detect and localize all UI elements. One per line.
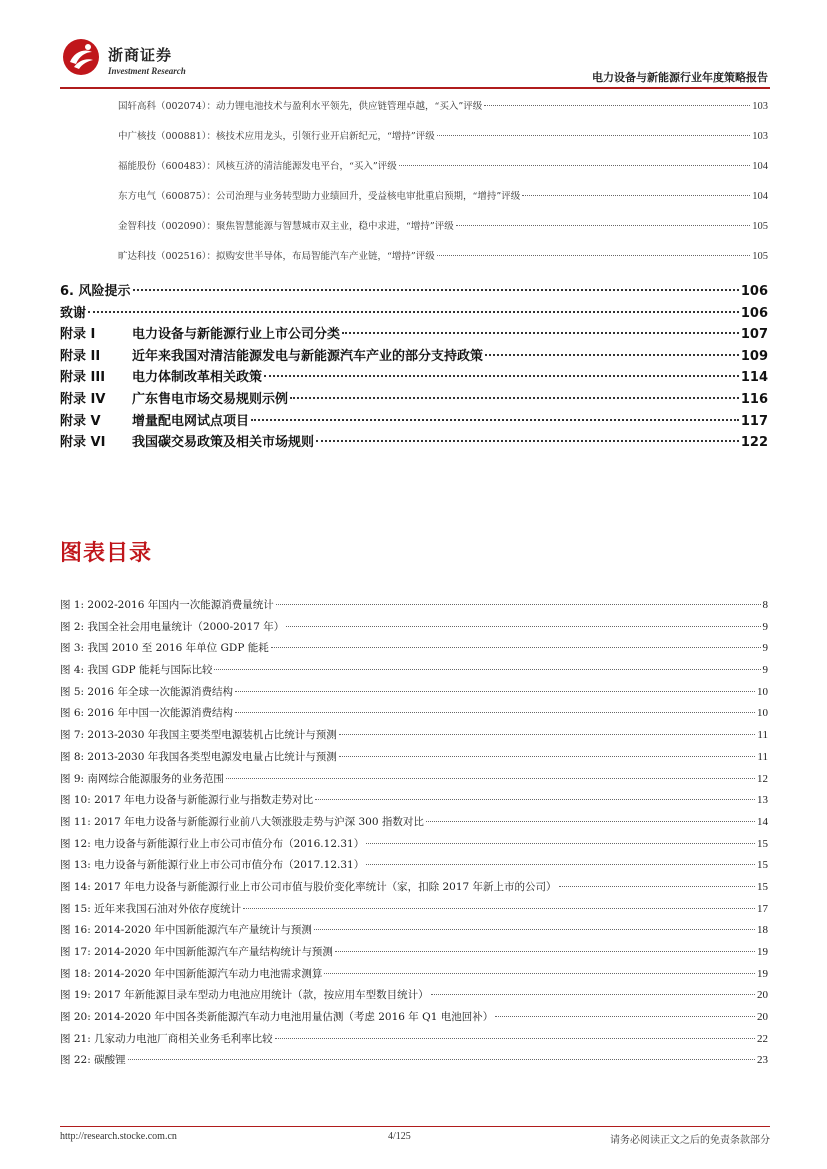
page-header	[60, 38, 770, 88]
brand-subtitle: Investment Research	[108, 66, 186, 76]
toc-section-page: 106	[740, 284, 768, 299]
toc-section-title: 增量配电网试点项目	[132, 413, 250, 429]
figure-entry-title: 图 17: 2014-2020 年中国新能源汽车产量结构统计与预测	[60, 946, 333, 958]
figure-entry-title: 图 21: 几家动力电池厂商相关业务毛利率比较	[60, 1032, 273, 1045]
figure-entry-title: 图 7: 2013-2030 年我国主要类型电源装机占比统计与预测	[60, 729, 337, 742]
toc-entry-title: 福能股份（600483）：风核互济的清洁能源发电平台，“买入”评级	[118, 161, 397, 172]
toc-section-risk[interactable]	[60, 280, 768, 302]
toc-main-entries	[60, 280, 768, 453]
toc-section-title: 6. 风险提示	[60, 284, 131, 299]
toc-appendix-number: 附录 III	[60, 370, 106, 386]
figure-entry-title: 图 16: 2014-2020 年中国新能源汽车产量统计与预测	[60, 924, 312, 937]
figure-entry-title: 图 9: 南网综合能源服务的业务范围	[60, 772, 224, 785]
figure-entry-page: 20	[757, 989, 768, 1002]
toc-appendix-1[interactable]	[60, 323, 768, 345]
toc-entry-page: 104	[752, 161, 768, 172]
toc-section-page: 106	[740, 305, 768, 321]
figure-entry-page: 19	[757, 946, 768, 958]
toc-appendix-number: 附录 IV	[60, 391, 106, 407]
figure-entry[interactable]	[60, 857, 768, 879]
figure-entry-page: 14	[757, 815, 768, 828]
figure-entry-page: 13	[757, 794, 768, 807]
toc-appendix-4[interactable]	[60, 388, 768, 410]
toc-entry[interactable]	[118, 248, 768, 278]
toc-entry-page: 104	[752, 191, 768, 202]
toc-section-title: 电力设备与新能源行业上市公司分类	[132, 327, 341, 343]
toc-entry-page: 105	[752, 251, 768, 262]
figure-entry-page: 15	[757, 880, 768, 893]
figure-entry[interactable]	[60, 619, 768, 641]
toc-section-page: 109	[740, 348, 768, 364]
figure-entry[interactable]	[60, 749, 768, 771]
footer-disclaimer: 请务必阅读正文之后的免责条款部分	[610, 1135, 770, 1146]
toc-entry[interactable]	[118, 98, 768, 128]
toc-section-page: 117	[740, 413, 768, 429]
figure-entry[interactable]	[60, 879, 768, 901]
toc-section-thanks[interactable]	[60, 302, 768, 324]
toc-entry[interactable]	[118, 158, 768, 188]
figure-entry-title: 图 3: 我国 2010 至 2016 年单位 GDP 能耗	[60, 642, 269, 655]
figure-entry-title: 图 6: 2016 年中国一次能源消费结构	[60, 707, 233, 720]
figure-entry-page: 11	[757, 750, 768, 763]
toc-entry-title: 中广核技（000881）：核技术应用龙头，引领行业开启新纪元，“增持”评级	[118, 131, 435, 142]
toc-section-page: 107	[740, 327, 768, 343]
header-divider	[60, 87, 770, 89]
toc-appendix-6[interactable]	[60, 431, 768, 453]
figure-entry-page: 22	[757, 1032, 768, 1045]
figure-entry[interactable]	[60, 1031, 768, 1053]
figure-entry[interactable]	[60, 662, 768, 684]
toc-entry-page: 105	[752, 221, 768, 232]
figure-entry-title: 图 2: 我国全社会用电量统计（2000-2017 年）	[60, 620, 285, 633]
figure-entry[interactable]	[60, 771, 768, 793]
toc-appendix-number: 附录 II	[60, 348, 101, 364]
toc-appendix-5[interactable]	[60, 410, 768, 432]
toc-company-entries	[118, 98, 768, 278]
figure-entry[interactable]	[60, 944, 768, 966]
toc-section-title: 致谢	[60, 305, 87, 321]
toc-section-title: 近年来我国对清洁能源发电与新能源汽车产业的部分支持政策	[132, 348, 484, 364]
figure-entry[interactable]	[60, 684, 768, 706]
toc-appendix-number: 附录 V	[60, 413, 101, 429]
figure-entry-title: 图 11: 2017 年电力设备与新能源行业前八大领涨股走势与沪深 300 指数对比	[60, 815, 424, 828]
figure-entry[interactable]	[60, 922, 768, 944]
figure-entry-title: 图 4: 我国 GDP 能耗与国际比较	[60, 664, 213, 677]
toc-entry-title: 旷达科技（002516）：拟购安世半导体，布局智能汽车产业链，“增持”评级	[118, 251, 435, 262]
figure-entry-title: 图 13: 电力设备与新能源行业上市公司市值分布（2017.12.31）	[60, 859, 365, 872]
toc-appendix-3[interactable]	[60, 366, 768, 388]
figure-entry[interactable]	[60, 705, 768, 727]
figure-entry-title: 图 18: 2014-2020 年中国新能源汽车动力电池需求测算	[60, 967, 323, 980]
figure-entry[interactable]	[60, 966, 768, 988]
toc-entry-title: 金智科技（002090）：聚焦智慧能源与智慧城市双主业，稳中求进，“增持”评级	[118, 221, 454, 232]
figure-entry-page: 11	[757, 729, 768, 742]
figure-entry[interactable]	[60, 597, 768, 619]
figure-entry-title: 图 5: 2016 年全球一次能源消费结构	[60, 685, 233, 698]
toc-entry-title: 东方电气（600875）：公司治理与业务转型助力业绩回升，受益核电审批重启预期，“增持”评级	[118, 191, 521, 202]
toc-entry[interactable]	[118, 218, 768, 248]
figure-entry-page: 23	[757, 1054, 768, 1067]
figure-entry-page: 15	[757, 859, 768, 872]
figure-entry-title: 图 14: 2017 年电力设备与新能源行业上市公司市值与股价变化率统计（家，扣除 2017 年新上市的公司）	[60, 880, 557, 893]
figure-list-heading: 图表目录	[60, 541, 153, 566]
toc-entry-page: 103	[752, 131, 768, 142]
figure-entry[interactable]	[60, 1009, 768, 1031]
toc-entry[interactable]	[118, 128, 768, 158]
figure-entry-page: 9	[762, 620, 768, 633]
figure-entry[interactable]	[60, 814, 768, 836]
figure-entry[interactable]	[60, 792, 768, 814]
footer-divider	[60, 1126, 770, 1127]
figure-entry[interactable]	[60, 901, 768, 923]
figure-entry-title: 图 15: 近年来我国石油对外依存度统计	[60, 902, 242, 915]
zheshang-logo-icon	[62, 38, 100, 76]
footer-url-link[interactable]: http://research.stocke.com.cn	[60, 1131, 177, 1142]
figure-entry-page: 19	[757, 967, 768, 980]
toc-entry-title: 国轩高科（002074）：动力锂电池技术与盈利水平领先，供应链管理卓越，“买入”评级	[118, 101, 483, 112]
figure-entry-title: 图 10: 2017 年电力设备与新能源行业与指数走势对比	[60, 794, 314, 807]
toc-appendix-number: 附录 VI	[60, 435, 106, 451]
figure-entry[interactable]	[60, 987, 768, 1009]
toc-section-title: 广东售电市场交易规则示例	[132, 391, 289, 407]
report-title: 电力设备与新能源行业年度策略报告	[592, 71, 768, 84]
figure-list	[60, 597, 768, 1074]
figure-entry-page: 8	[762, 599, 768, 611]
toc-section-page: 116	[740, 391, 768, 407]
figure-entry[interactable]	[60, 1052, 768, 1074]
brand-name: 浙商证券	[108, 46, 173, 64]
figure-entry[interactable]	[60, 836, 768, 858]
toc-appendix-2[interactable]	[60, 345, 768, 367]
figure-entry-title: 图 8: 2013-2030 年我国各类型电源发电量占比统计与预测	[60, 750, 337, 763]
toc-appendix-number: 附录 I	[60, 327, 96, 343]
figure-entry-page: 20	[757, 1011, 768, 1024]
toc-section-page: 114	[740, 370, 768, 386]
figure-entry-title: 图 12: 电力设备与新能源行业上市公司市值分布（2016.12.31）	[60, 837, 365, 850]
figure-entry-page: 10	[757, 707, 768, 720]
figure-entry-page: 9	[762, 664, 768, 677]
toc-section-title: 我国碳交易政策及相关市场规则	[132, 435, 315, 451]
figure-entry-page: 17	[757, 902, 768, 915]
figure-entry-page: 9	[762, 642, 768, 655]
figure-entry-page: 12	[757, 772, 768, 785]
figure-entry[interactable]	[60, 727, 768, 749]
toc-entry[interactable]	[118, 188, 768, 218]
figure-entry-title: 图 1: 2002-2016 年国内一次能源消费量统计	[60, 599, 274, 611]
figure-entry-page: 15	[757, 837, 768, 850]
figure-entry-page: 10	[757, 685, 768, 698]
figure-entry-title: 图 20: 2014-2020 年中国各类新能源汽车动力电池用量估测（考虑 2016 年 Q1 电池回补）	[60, 1011, 494, 1024]
figure-entry[interactable]	[60, 640, 768, 662]
figure-entry-title: 图 22: 碳酸锂	[60, 1054, 126, 1067]
toc-section-page: 122	[740, 435, 768, 451]
page-number: 4/125	[388, 1131, 411, 1142]
toc-section-title: 电力体制改革相关政策	[132, 370, 263, 386]
figure-entry-title: 图 19: 2017 年新能源目录车型动力电池应用统计（款，按应用车型数目统计）	[60, 989, 429, 1002]
toc-entry-page: 103	[752, 101, 768, 112]
figure-entry-page: 18	[757, 924, 768, 937]
